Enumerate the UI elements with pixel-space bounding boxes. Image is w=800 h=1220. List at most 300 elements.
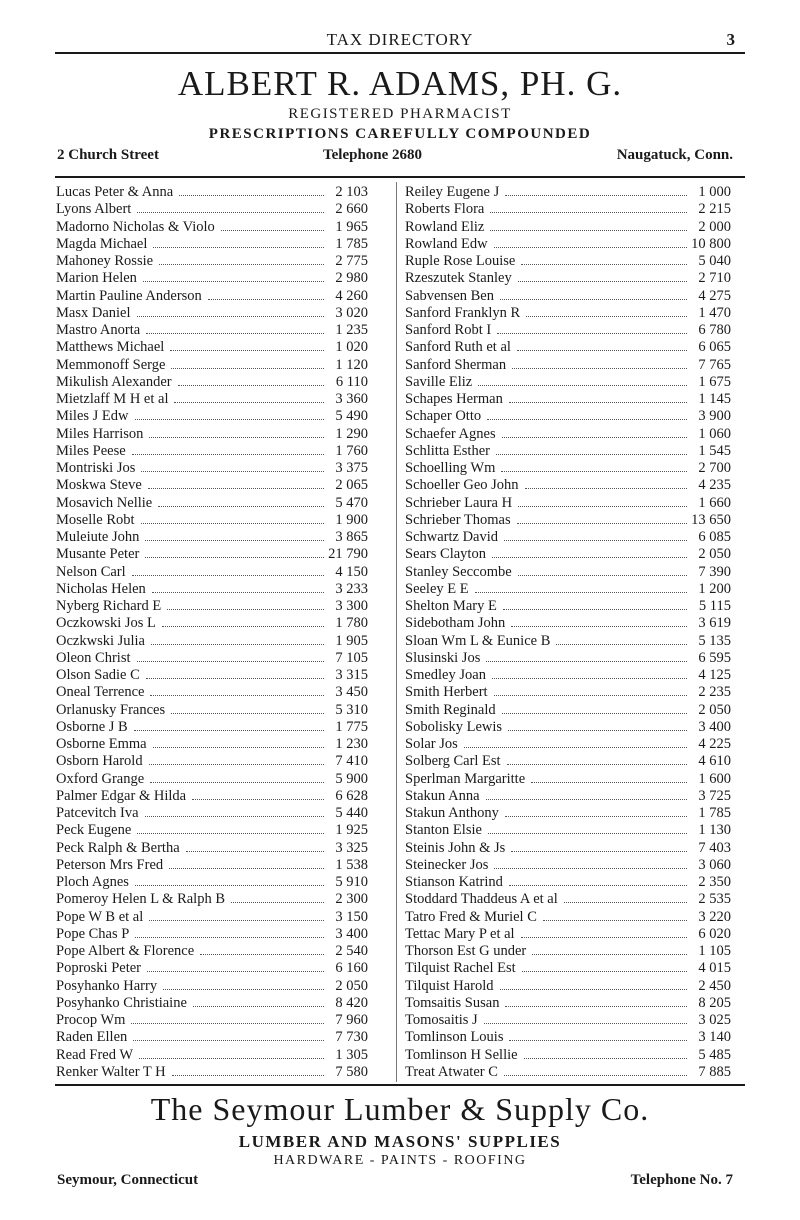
list-item: [56, 995, 368, 1012]
tax-value: 2 775: [335, 253, 368, 269]
list-item: [405, 201, 731, 218]
leader-dots: [517, 522, 687, 524]
list-item: [405, 1047, 731, 1064]
tax-value: 3 325: [335, 839, 368, 856]
leader-dots: [134, 729, 324, 731]
leader-dots: [525, 487, 687, 489]
tax-value: 7 580: [335, 1063, 368, 1080]
taxpayer-name: Oczkowski Jos L: [56, 615, 156, 632]
leader-dots: [488, 832, 687, 834]
taxpayer-name: Seeley E E: [405, 580, 469, 597]
taxpayer-name: Tomlinson Louis: [405, 1029, 504, 1046]
list-item: [405, 477, 731, 494]
list-item: [56, 253, 368, 270]
taxpayer-name: Lucas Peter & Anna: [56, 184, 174, 200]
taxpayer-name: Schoeller Geo John: [405, 477, 519, 494]
leader-dots: [148, 487, 324, 489]
taxpayer-name: Oleon Christ: [56, 649, 131, 666]
leader-dots: [145, 539, 324, 541]
leader-dots: [532, 953, 687, 955]
taxpayer-name: Stakun Anthony: [405, 805, 499, 821]
taxpayer-name: Schwartz David: [405, 529, 499, 545]
leader-dots: [179, 194, 324, 196]
list-item: [405, 960, 731, 977]
taxpayer-name: Roberts Flora: [405, 201, 485, 218]
taxpayer-name: Read Fred W: [56, 1046, 134, 1063]
tax-value: 2 235: [698, 684, 731, 701]
leader-dots: [500, 298, 687, 300]
taxpayer-name: Pope Chas P: [56, 925, 130, 942]
taxpayer-name: Solberg Carl Est: [405, 753, 501, 770]
leader-dots: [153, 246, 324, 248]
tax-value: 7 730: [335, 1029, 368, 1046]
leader-dots: [146, 677, 324, 679]
taxpayer-name: Schrieber Laura H: [405, 494, 513, 511]
ad-divider-bottom: [55, 1084, 745, 1086]
tax-value: 5 485: [698, 1046, 731, 1063]
list-item: [405, 771, 731, 788]
tax-value: 1 905: [335, 632, 368, 649]
leader-dots: [503, 608, 687, 610]
list-item: [405, 702, 731, 719]
list-item: [56, 1029, 368, 1046]
list-item: [405, 788, 731, 805]
tax-value: 2 540: [335, 943, 368, 959]
tax-value: 3 619: [698, 615, 731, 632]
leader-dots: [522, 970, 687, 972]
taxpayer-name: Miles Harrison: [56, 425, 144, 442]
tax-value: 5 470: [335, 494, 368, 511]
list-item: [405, 650, 731, 667]
tax-value: 7 403: [698, 839, 731, 856]
leader-dots: [151, 643, 324, 645]
list-item: [405, 339, 731, 356]
taxpayer-name: Sabvensen Ben: [405, 287, 494, 304]
taxpayer-name: Smith Reginald: [405, 701, 496, 718]
leader-dots: [502, 712, 687, 714]
taxpayer-name: Pope W B et al: [56, 908, 144, 925]
pharmacy-city: Naugatuck, Conn.: [616, 147, 733, 163]
tax-value: 2 050: [698, 701, 731, 718]
list-item: [405, 684, 731, 701]
taxpayer-name: Martin Pauline Anderson: [56, 287, 202, 304]
tax-value: 3 725: [698, 787, 731, 804]
list-item: [405, 236, 731, 253]
tax-value: 1 145: [698, 391, 731, 407]
taxpayer-name: Muleiute John: [56, 529, 140, 545]
leader-dots: [478, 384, 687, 386]
list-item: [405, 581, 731, 598]
leader-dots: [132, 453, 324, 455]
tax-value: 1 600: [698, 770, 731, 787]
taxpayer-name: Rowland Edw: [405, 235, 488, 252]
list-item: [56, 391, 368, 408]
taxpayer-name: Shelton Mary E: [405, 598, 497, 614]
tax-value: 1 060: [698, 425, 731, 442]
tax-value: 10 800: [691, 235, 731, 252]
right-column-listing: [405, 184, 731, 1081]
taxpayer-name: Nyberg Richard E: [56, 598, 162, 614]
taxpayer-name: Stanton Elsie: [405, 822, 482, 839]
taxpayer-name: Stanley Seccombe: [405, 563, 512, 580]
list-item: [405, 943, 731, 960]
leader-dots: [139, 1057, 324, 1059]
list-item: [56, 581, 368, 598]
list-item: [405, 1064, 731, 1081]
tax-value: 13 650: [691, 511, 731, 528]
tax-value: 3 300: [335, 598, 368, 614]
list-item: [56, 822, 368, 839]
taxpayer-name: Tomsaitis Susan: [405, 994, 500, 1011]
leader-dots: [162, 625, 324, 627]
taxpayer-name: Sanford Franklyn R: [405, 304, 521, 321]
tax-value: 3 375: [335, 460, 368, 476]
lumber-tagline: HARDWARE - PAINTS - ROOFING: [273, 1153, 527, 1168]
taxpayer-name: Tomlinson H Sellie: [405, 1046, 518, 1063]
leader-dots: [150, 694, 324, 696]
taxpayer-name: Peck Eugene: [56, 822, 132, 839]
list-item: [405, 736, 731, 753]
taxpayer-name: Sperlman Margaritte: [405, 770, 526, 787]
leader-dots: [512, 367, 687, 369]
list-item: [56, 1064, 368, 1081]
list-item: [56, 736, 368, 753]
taxpayer-name: Schoelling Wm: [405, 460, 496, 476]
tax-value: 2 350: [698, 874, 731, 890]
taxpayer-name: Matthews Michael: [56, 339, 165, 356]
list-item: [56, 201, 368, 218]
tax-value: 1 785: [698, 805, 731, 821]
taxpayer-name: Posyhanko Christiaine: [56, 994, 187, 1011]
leader-dots: [153, 746, 324, 748]
leader-dots: [137, 832, 324, 834]
taxpayer-name: Mosavich Nellie: [56, 494, 153, 511]
leader-dots: [208, 298, 324, 300]
tax-value: 6 020: [698, 925, 731, 942]
leader-dots: [511, 850, 687, 852]
list-item: [56, 1047, 368, 1064]
list-item: [56, 684, 368, 701]
tax-value: 2 103: [335, 184, 368, 200]
taxpayer-name: Moselle Robt: [56, 511, 135, 528]
leader-dots: [501, 470, 687, 472]
leader-dots: [517, 349, 687, 351]
leader-dots: [521, 263, 687, 265]
lumber-advertisement: [55, 1090, 745, 1200]
tax-value: 8 205: [698, 994, 731, 1011]
taxpayer-name: Marion Helen: [56, 270, 137, 287]
list-item: [56, 270, 368, 287]
taxpayer-name: Sanford Ruth et al: [405, 339, 511, 356]
leader-dots: [526, 315, 687, 317]
leader-dots: [518, 574, 687, 576]
leader-dots: [159, 263, 324, 265]
leader-dots: [490, 229, 687, 231]
taxpayer-name: Schlitta Esther: [405, 442, 490, 459]
taxpayer-name: Patcevitch Iva: [56, 805, 139, 821]
leader-dots: [496, 453, 687, 455]
taxpayer-name: Osborne J B: [56, 718, 128, 735]
leader-dots: [133, 1039, 324, 1041]
taxpayer-name: Mahoney Rossie: [56, 253, 154, 269]
list-item: [56, 1012, 368, 1029]
leader-dots: [158, 505, 324, 507]
taxpayer-name: Schaefer Agnes: [405, 425, 496, 442]
list-item: [56, 184, 368, 201]
taxpayer-name: Mietzlaff M H et al: [56, 391, 169, 407]
tax-value: 7 105: [335, 649, 368, 666]
tax-value: 5 310: [335, 701, 368, 718]
tax-value: 7 410: [335, 753, 368, 770]
leader-dots: [178, 384, 324, 386]
list-item: [405, 374, 731, 391]
leader-dots: [145, 815, 324, 817]
list-item: [405, 270, 731, 287]
list-item: [405, 633, 731, 650]
list-item: [56, 943, 368, 960]
tax-value: 1 965: [335, 218, 368, 235]
leader-dots: [131, 1022, 324, 1024]
tax-value: 1 760: [335, 442, 368, 459]
tax-value: 5 115: [698, 598, 731, 614]
list-item: [56, 926, 368, 943]
taxpayer-name: Rowland Eliz: [405, 218, 485, 235]
taxpayer-name: Sears Clayton: [405, 546, 486, 563]
leader-dots: [192, 798, 324, 800]
tax-value: 1 290: [335, 425, 368, 442]
list-item: [56, 236, 368, 253]
leader-dots: [150, 781, 324, 783]
list-item: [56, 305, 368, 322]
list-item: [56, 546, 368, 563]
leader-dots: [486, 660, 687, 662]
list-item: [405, 840, 731, 857]
list-item: [405, 564, 731, 581]
tax-value: 4 610: [698, 753, 731, 770]
list-item: [56, 357, 368, 374]
tax-value: 2 700: [698, 460, 731, 476]
tax-value: 6 780: [698, 322, 731, 338]
tax-value: 7 765: [698, 356, 731, 373]
list-item: [405, 391, 731, 408]
page-title: TAX DIRECTORY: [326, 30, 474, 49]
leader-dots: [193, 1005, 324, 1007]
list-item: [56, 874, 368, 891]
tax-value: 4 015: [698, 960, 731, 977]
taxpayer-name: Thorson Est G under: [405, 943, 527, 959]
tax-value: 1 235: [335, 322, 368, 338]
taxpayer-name: Poproski Peter: [56, 960, 141, 977]
leader-dots: [504, 539, 687, 541]
taxpayer-name: Ruple Rose Louise: [405, 253, 516, 269]
list-item: [56, 633, 368, 650]
taxpayer-name: Tilquist Rachel Est: [405, 960, 516, 977]
list-item: [56, 219, 368, 236]
taxpayer-name: Osborne Emma: [56, 736, 147, 752]
list-item: [405, 1012, 731, 1029]
leader-dots: [135, 936, 324, 938]
leader-dots: [132, 574, 324, 576]
tax-value: 5 440: [335, 805, 368, 821]
taxpayer-name: Magda Michael: [56, 235, 148, 252]
leader-dots: [167, 608, 324, 610]
leader-dots: [141, 522, 324, 524]
tax-value: 4 225: [698, 736, 731, 752]
leader-dots: [135, 418, 325, 420]
taxpayer-name: Nelson Carl: [56, 563, 126, 580]
tax-value: 2 450: [698, 977, 731, 994]
leader-dots: [172, 1074, 324, 1076]
taxpayer-name: Solar Jos: [405, 736, 458, 752]
taxpayer-name: Raden Ellen: [56, 1029, 128, 1046]
leader-dots: [509, 884, 687, 886]
list-item: [56, 374, 368, 391]
taxpayer-name: Oczkwski Julia: [56, 632, 145, 649]
tax-value: 2 980: [335, 270, 368, 287]
taxpayer-name: Madorno Nicholas & Violo: [56, 218, 215, 235]
list-item: [405, 322, 731, 339]
list-item: [56, 909, 368, 926]
taxpayer-name: Steinecker Jos: [405, 856, 489, 873]
list-item: [405, 667, 731, 684]
tax-value: 1 545: [698, 442, 731, 459]
taxpayer-name: Procop Wm: [56, 1012, 126, 1028]
leader-dots: [145, 556, 324, 558]
leader-dots: [484, 1022, 687, 1024]
list-item: [405, 598, 731, 615]
leader-dots: [464, 746, 687, 748]
list-item: [56, 650, 368, 667]
list-item: [405, 822, 731, 839]
list-item: [405, 529, 731, 546]
taxpayer-name: Sanford Robt I: [405, 322, 492, 338]
list-item: [56, 443, 368, 460]
list-item: [405, 874, 731, 891]
taxpayer-name: Nicholas Helen: [56, 580, 146, 597]
tax-value: 4 275: [698, 287, 731, 304]
leader-dots: [509, 1039, 687, 1041]
taxpayer-name: Palmer Edgar & Hilda: [56, 787, 187, 804]
taxpayer-name: Pope Albert & Florence: [56, 943, 195, 959]
taxpayer-name: Oneal Terrence: [56, 684, 145, 701]
list-item: [56, 667, 368, 684]
left-column-listing: [56, 184, 368, 1081]
pharmacy-name: ALBERT R. ADAMS, PH. G.: [177, 64, 623, 103]
leader-dots: [497, 332, 687, 334]
leader-dots: [149, 436, 324, 438]
tax-value: 1 675: [698, 373, 731, 390]
taxpayer-name: Mastro Anorta: [56, 322, 141, 338]
taxpayer-name: Montriski Jos: [56, 460, 136, 476]
tax-value: 1 105: [698, 943, 731, 959]
leader-dots: [169, 867, 324, 869]
taxpayer-name: Pomeroy Helen L & Ralph B: [56, 891, 226, 908]
pharmacy-advertisement: [55, 64, 745, 176]
tax-value: 3 450: [335, 684, 368, 701]
tax-value: 3 360: [335, 391, 368, 407]
list-item: [56, 719, 368, 736]
tax-value: 1 230: [335, 736, 368, 752]
taxpayer-name: Olson Sadie C: [56, 667, 140, 683]
tax-value: 3 400: [698, 718, 731, 735]
tax-value: 2 000: [698, 218, 731, 235]
taxpayer-name: Moskwa Steve: [56, 477, 142, 494]
leader-dots: [171, 712, 324, 714]
tax-value: 2 050: [698, 546, 731, 563]
taxpayer-name: Treat Atwater C: [405, 1063, 498, 1080]
taxpayer-name: Saville Eliz: [405, 373, 473, 390]
taxpayer-name: Schaper Otto: [405, 408, 482, 425]
list-item: [56, 322, 368, 339]
taxpayer-name: Osborn Harold: [56, 753, 143, 770]
leader-dots: [524, 1057, 687, 1059]
list-item: [56, 408, 368, 425]
list-item: [405, 857, 731, 874]
tax-value: 1 200: [698, 580, 731, 597]
list-item: [405, 426, 731, 443]
tax-value: 7 960: [335, 1012, 368, 1028]
taxpayer-name: Smedley Joan: [405, 667, 486, 683]
leader-dots: [502, 436, 687, 438]
leader-dots: [507, 763, 687, 765]
tax-value: 4 260: [335, 287, 368, 304]
taxpayer-name: Sloan Wm L & Eunice B: [405, 632, 551, 649]
tax-value: 3 900: [698, 408, 731, 425]
leader-dots: [143, 280, 324, 282]
list-item: [405, 305, 731, 322]
tax-value: 3 020: [335, 304, 368, 321]
tax-value: 5 490: [335, 408, 368, 425]
taxpayer-name: Smith Herbert: [405, 684, 488, 701]
tax-value: 5 900: [335, 770, 368, 787]
taxpayer-name: Slusinski Jos: [405, 649, 481, 666]
tax-value: 1 130: [698, 822, 731, 839]
taxpayer-name: Tatro Fred & Muriel C: [405, 908, 537, 925]
list-item: [405, 443, 731, 460]
leader-dots: [231, 901, 324, 903]
leader-dots: [494, 246, 687, 248]
list-item: [56, 564, 368, 581]
tax-value: 3 865: [335, 529, 368, 545]
tax-value: 3 233: [335, 580, 368, 597]
list-item: [56, 702, 368, 719]
taxpayer-name: Tettac Mary P et al: [405, 925, 515, 942]
list-item: [405, 615, 731, 632]
tax-value: 8 420: [335, 994, 368, 1011]
leader-dots: [475, 591, 687, 593]
taxpayer-name: Sobolisky Lewis: [405, 718, 503, 735]
leader-dots: [146, 332, 324, 334]
list-item: [405, 891, 731, 908]
tax-value: 4 150: [335, 563, 368, 580]
taxpayer-name: Memmonoff Serge: [56, 356, 166, 373]
column-divider: [396, 182, 397, 1082]
tax-value: 1 785: [335, 235, 368, 252]
list-item: [56, 840, 368, 857]
pharmacy-telephone: Telephone 2680: [323, 147, 423, 163]
leader-dots: [492, 677, 687, 679]
leader-dots: [505, 815, 687, 817]
tax-value: 1 305: [335, 1046, 368, 1063]
list-item: [56, 857, 368, 874]
taxpayer-name: Sanford Sherman: [405, 356, 507, 373]
list-item: [56, 960, 368, 977]
list-item: [56, 598, 368, 615]
leader-dots: [486, 798, 687, 800]
leader-dots: [200, 953, 324, 955]
tax-value: 6 085: [698, 529, 731, 545]
tax-value: 6 110: [335, 373, 368, 390]
